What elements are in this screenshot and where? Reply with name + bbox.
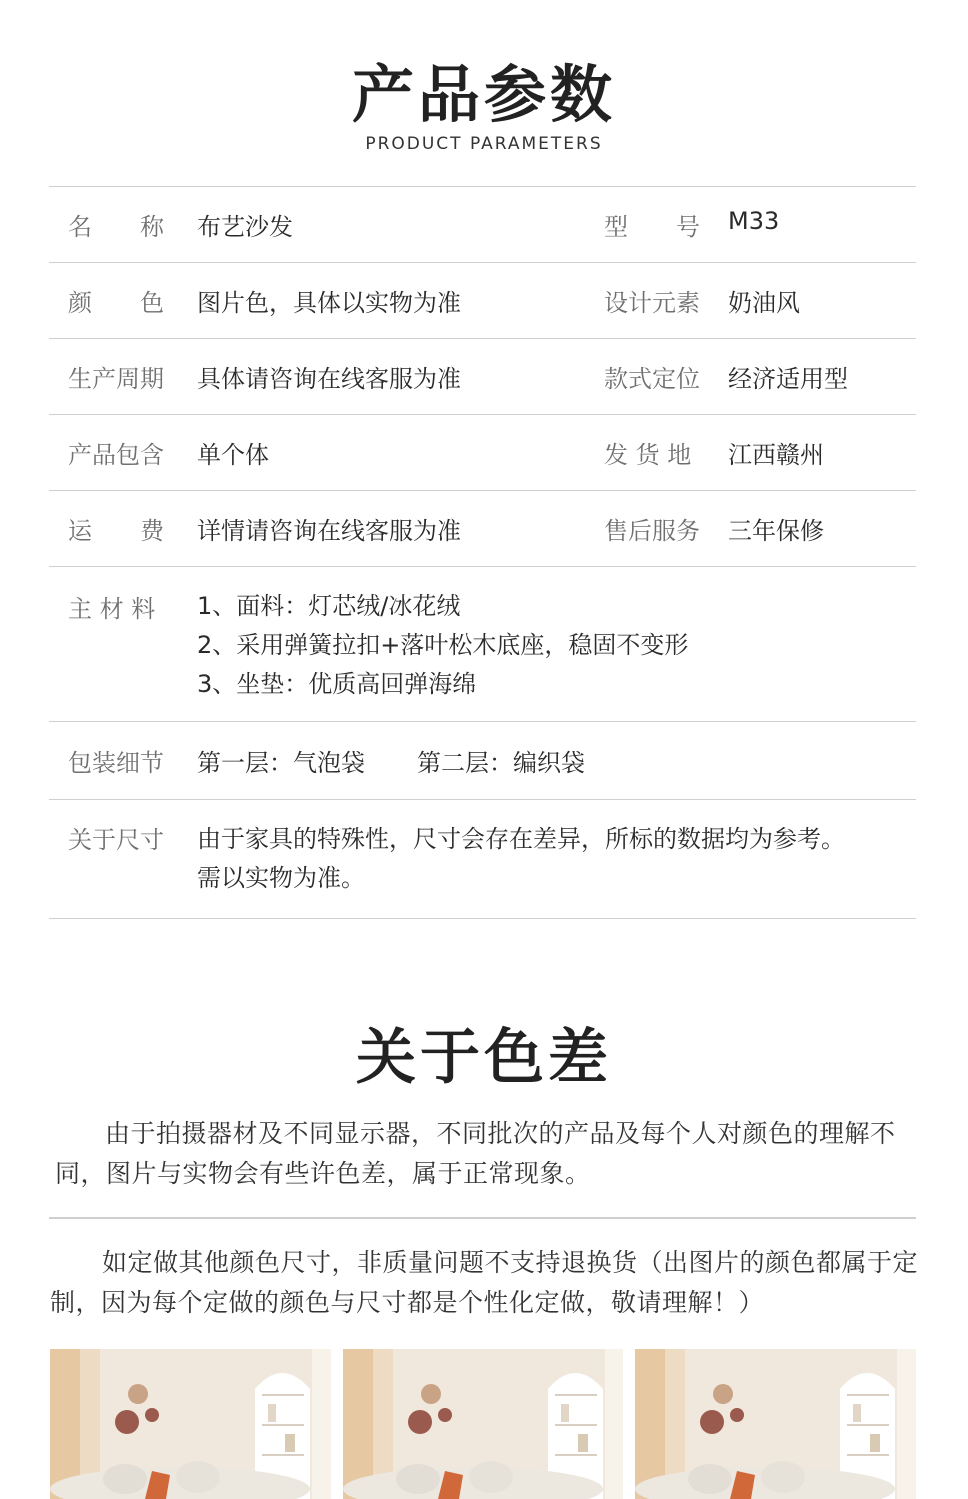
- packing-value: [197, 743, 585, 778]
- param-label: 生产周期: [68, 365, 164, 393]
- param-value: 单个体: [197, 441, 269, 469]
- color-diff-section: [0, 1010, 968, 1096]
- color-diff-paragraph: 由于拍摄器材及不同显示器，不同批次的产品及每个人对颜色的理解不同，图片与实物会有些许色差，属于正常现象。: [55, 1119, 896, 1188]
- param-label: 型 号: [604, 213, 700, 241]
- material-label: 主 材 料: [68, 595, 156, 623]
- param-label: 设计元素: [604, 289, 700, 317]
- param-label: 颜 色: [68, 289, 164, 317]
- param-value: M33: [728, 207, 780, 235]
- color-diff-title: 关于色差: [356, 1023, 612, 1093]
- packing-layer2: 第二层：编织袋: [417, 749, 585, 777]
- size-line: 需以实物为准。: [197, 864, 365, 892]
- size-row: [49, 800, 916, 919]
- param-value: 具体请咨询在线客服为准: [197, 365, 461, 393]
- param-row: [49, 263, 916, 339]
- page-title: 产品参数: [351, 58, 616, 131]
- param-label: 发 货 地: [604, 441, 692, 469]
- param-label: 产品包含: [68, 441, 164, 469]
- param-row: [49, 491, 916, 567]
- param-row: [49, 187, 916, 263]
- param-row: [49, 415, 916, 491]
- param-value: 奶油风: [728, 289, 800, 317]
- param-value: 布艺沙发: [197, 213, 293, 241]
- param-value: 江西赣州: [728, 441, 824, 469]
- packing-layer1: 第一层：气泡袋: [197, 749, 365, 777]
- material-line: 2、采用弹簧拉扣+落叶松木底座，稳固不变形: [197, 631, 689, 659]
- living-room-image: [343, 1349, 624, 1499]
- divider: [49, 1217, 916, 1219]
- param-value: 详情请咨询在线客服为准: [197, 517, 461, 545]
- sofa-photo: [635, 1349, 916, 1499]
- param-value: 经济适用型: [728, 365, 848, 393]
- material-row: [49, 567, 916, 722]
- param-value: 图片色，具体以实物为准: [197, 289, 461, 317]
- param-label: 售后服务: [604, 517, 700, 545]
- living-room-image: [635, 1349, 916, 1499]
- material-line: 1、面料：灯芯绒/冰花绒: [197, 592, 461, 620]
- packing-row: [49, 722, 916, 800]
- param-row: [49, 339, 916, 415]
- param-label: 运 费: [68, 517, 164, 545]
- param-label: 名 称: [68, 213, 164, 241]
- size-line: 由于家具的特殊性，尺寸会存在差异，所标的数据均为参考。: [197, 825, 845, 853]
- living-room-image: [50, 1349, 331, 1499]
- page-subtitle: PRODUCT PARAMETERS: [365, 134, 603, 154]
- sofa-photo: [343, 1349, 624, 1499]
- param-label: 款式定位: [604, 365, 700, 393]
- custom-order-paragraph: 如定做其他颜色尺寸，非质量问题不支持退换货（出图片的颜色都属于定制，因为每个定做的颜色与尺寸都是个性化定做，敬请理解！）: [50, 1248, 919, 1317]
- size-label: 关于尺寸: [68, 826, 164, 854]
- param-value: 三年保修: [728, 517, 824, 545]
- material-line: 3、坐垫：优质高回弹海绵: [197, 670, 477, 698]
- page-header: [0, 0, 968, 154]
- params-table: [49, 186, 916, 919]
- size-value: [197, 820, 845, 898]
- material-value: [197, 587, 688, 704]
- packing-label: 包装细节: [68, 749, 164, 777]
- sofa-photo: [50, 1349, 331, 1499]
- product-photos: [50, 1349, 916, 1499]
